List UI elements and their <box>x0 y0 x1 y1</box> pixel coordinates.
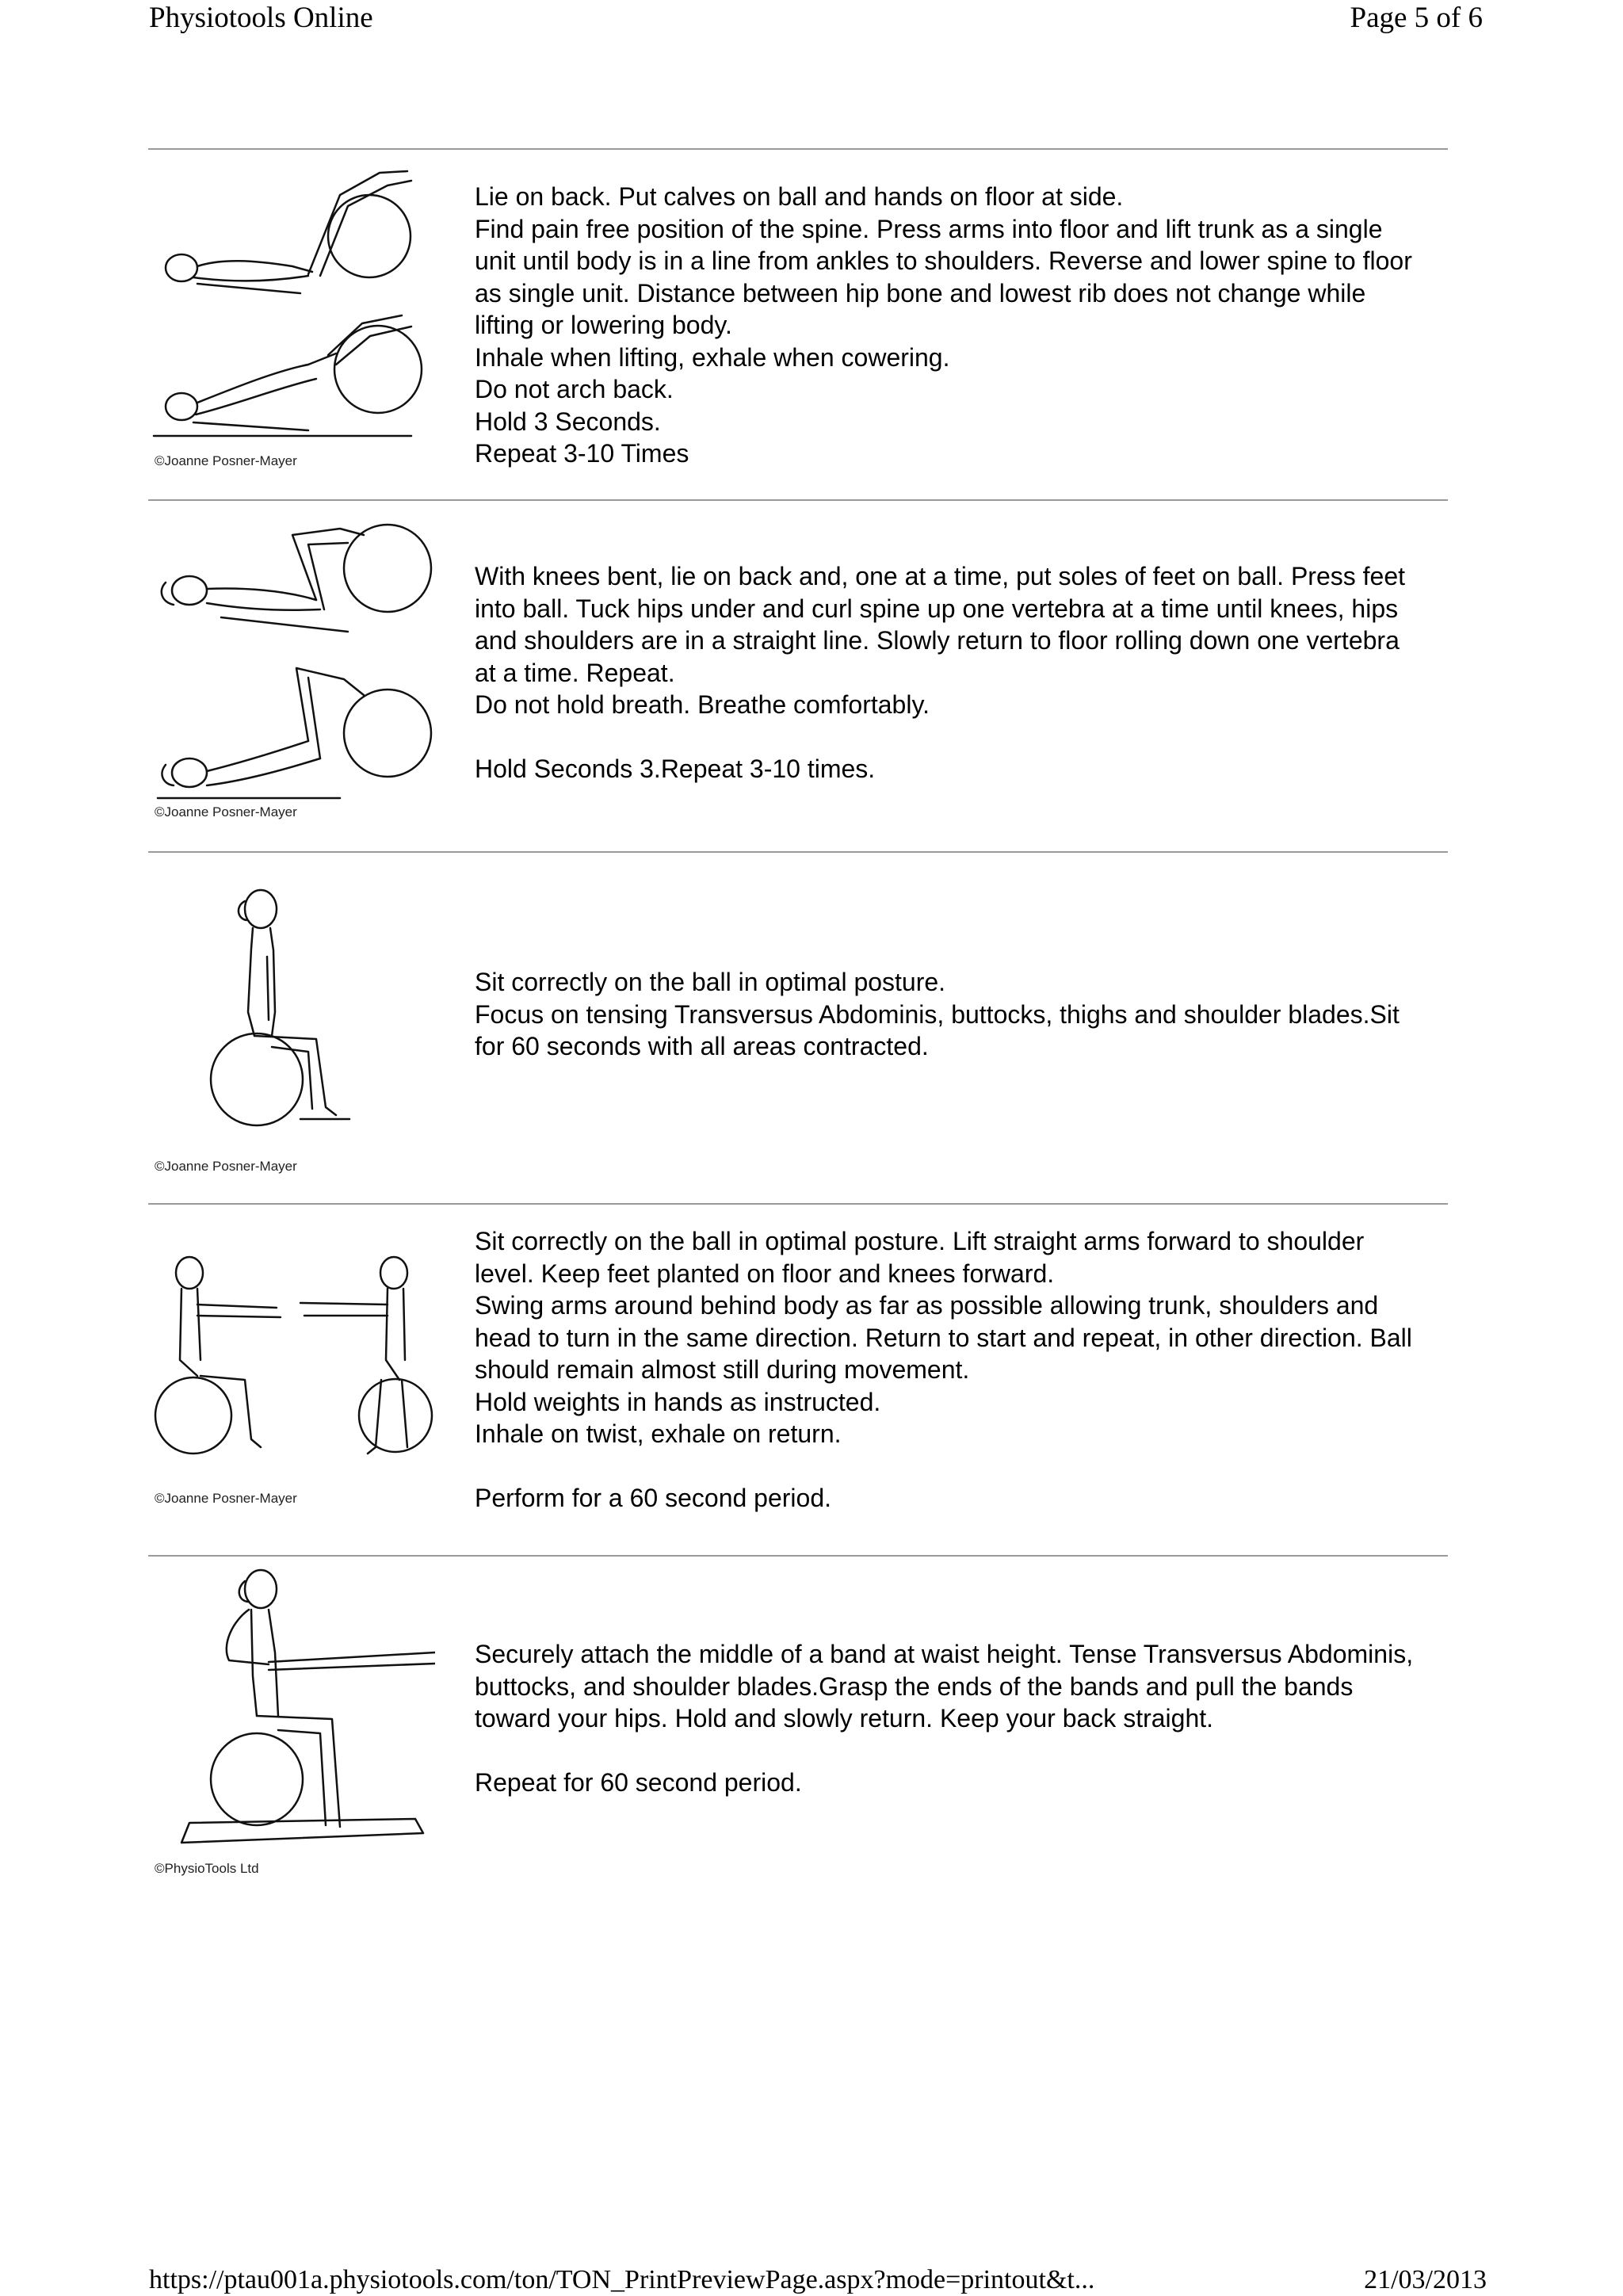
exercise-item <box>148 1557 1448 1906</box>
image-credit: ©Joanne Posner-Mayer <box>155 453 297 468</box>
divider <box>148 148 1448 150</box>
divider <box>148 499 1448 501</box>
exercise-instructions <box>475 966 1426 1063</box>
image-credit: ©PhysioTools Ltd <box>155 1861 259 1876</box>
exercise-instructions <box>475 560 1426 785</box>
instruction-line: Inhale when lifting, exhale when cowering. <box>475 342 950 372</box>
exercise-instructions <box>475 1225 1426 1515</box>
seated-ball-posture-illustration <box>150 877 435 1147</box>
document-title: Physiotools Online <box>149 2 373 34</box>
instruction-line: Securely attach the middle of a band at waist height. Tense Transversus Abdominis, buttocks, and shoulder blades.Grasp the ends of the bands and pull the bands toward your hips. Hold and slowly return. Keep your back straight. <box>475 1640 1414 1733</box>
instruction-line: Do not hold breath. Breathe comfortably. <box>475 690 930 719</box>
seated-ball-band-row-illustration <box>150 1557 435 1859</box>
instruction-line: Inhale on twist, exhale on return. <box>475 1419 842 1448</box>
instruction-line: Perform for a 60 second period. <box>475 1484 832 1512</box>
divider <box>148 1555 1448 1557</box>
exercise-item <box>148 1205 1448 1554</box>
instruction-line: Hold 3 Seconds. <box>475 407 661 436</box>
instruction-line: Lie on back. Put calves on ball and hands on floor at side. <box>475 182 1124 211</box>
page-indicator: Page 5 of 6 <box>1350 2 1483 34</box>
instruction-line: Focus on tensing Transversus Abdominis, buttocks, thighs and shoulder blades.Sit for 60 seconds with all areas contracted. <box>475 999 1400 1060</box>
instruction-line: With knees bent, lie on back and, one at a time, put soles of feet on ball. Press feet into ball. Tuck hips under and curl spine up one vertebra at a time until knees, hips and shoulders are in a straight line. Slowly return to floor rolling down one vertebra at a time. Repeat. <box>475 562 1406 687</box>
instruction-line: Sit correctly on the ball in optimal posture. <box>475 968 946 996</box>
divider <box>148 1203 1448 1205</box>
exercise-item <box>148 502 1448 850</box>
seated-ball-trunk-twist-illustration <box>150 1249 435 1495</box>
instruction-line: Hold weights in hands as instructed. <box>475 1387 881 1416</box>
exercise-instructions <box>475 181 1426 470</box>
instruction-line: Find pain free position of the spine. Press arms into floor and lift trunk as a single unit until body is in a line from ankles to shoulders. Reverse and lower spine to floor as single unit. Distance between hip bone and lowest rib does not change while lifting or lowering body. <box>475 214 1412 339</box>
print-date: 21/03/2013 <box>1364 2265 1487 2294</box>
image-credit: ©Joanne Posner-Mayer <box>155 804 297 819</box>
instruction-line: Do not arch back. <box>475 375 674 403</box>
exercise-item <box>148 854 1448 1202</box>
instruction-line: Sit correctly on the ball in optimal posture. Lift straight arms forward to shoulder level. Keep feet planted on floor and knees forward. <box>475 1227 1365 1288</box>
feet-on-ball-spinal-curl-illustration <box>150 511 435 812</box>
instruction-line: Swing arms around behind body as far as possible allowing trunk, shoulders and head to turn in the same direction. Return to start and repeat, in other direction. Ball should remain almost still during movement. <box>475 1291 1412 1384</box>
exercise-item <box>148 151 1448 499</box>
instruction-line: Hold Seconds 3.Repeat 3-10 times. <box>475 755 876 783</box>
instruction-line: Repeat 3-10 Times <box>475 439 689 468</box>
divider <box>148 851 1448 853</box>
image-credit: ©Joanne Posner-Mayer <box>155 1491 297 1506</box>
supine-ball-bridge-illustration <box>150 157 435 466</box>
exercise-instructions <box>475 1638 1426 1799</box>
page-url: https://ptau001a.physiotools.com/ton/TON_PrintPreviewPage.aspx?mode=printout&t... <box>149 2265 1095 2294</box>
instruction-line: Repeat for 60 second period. <box>475 1768 802 1797</box>
image-credit: ©Joanne Posner-Mayer <box>155 1159 297 1174</box>
